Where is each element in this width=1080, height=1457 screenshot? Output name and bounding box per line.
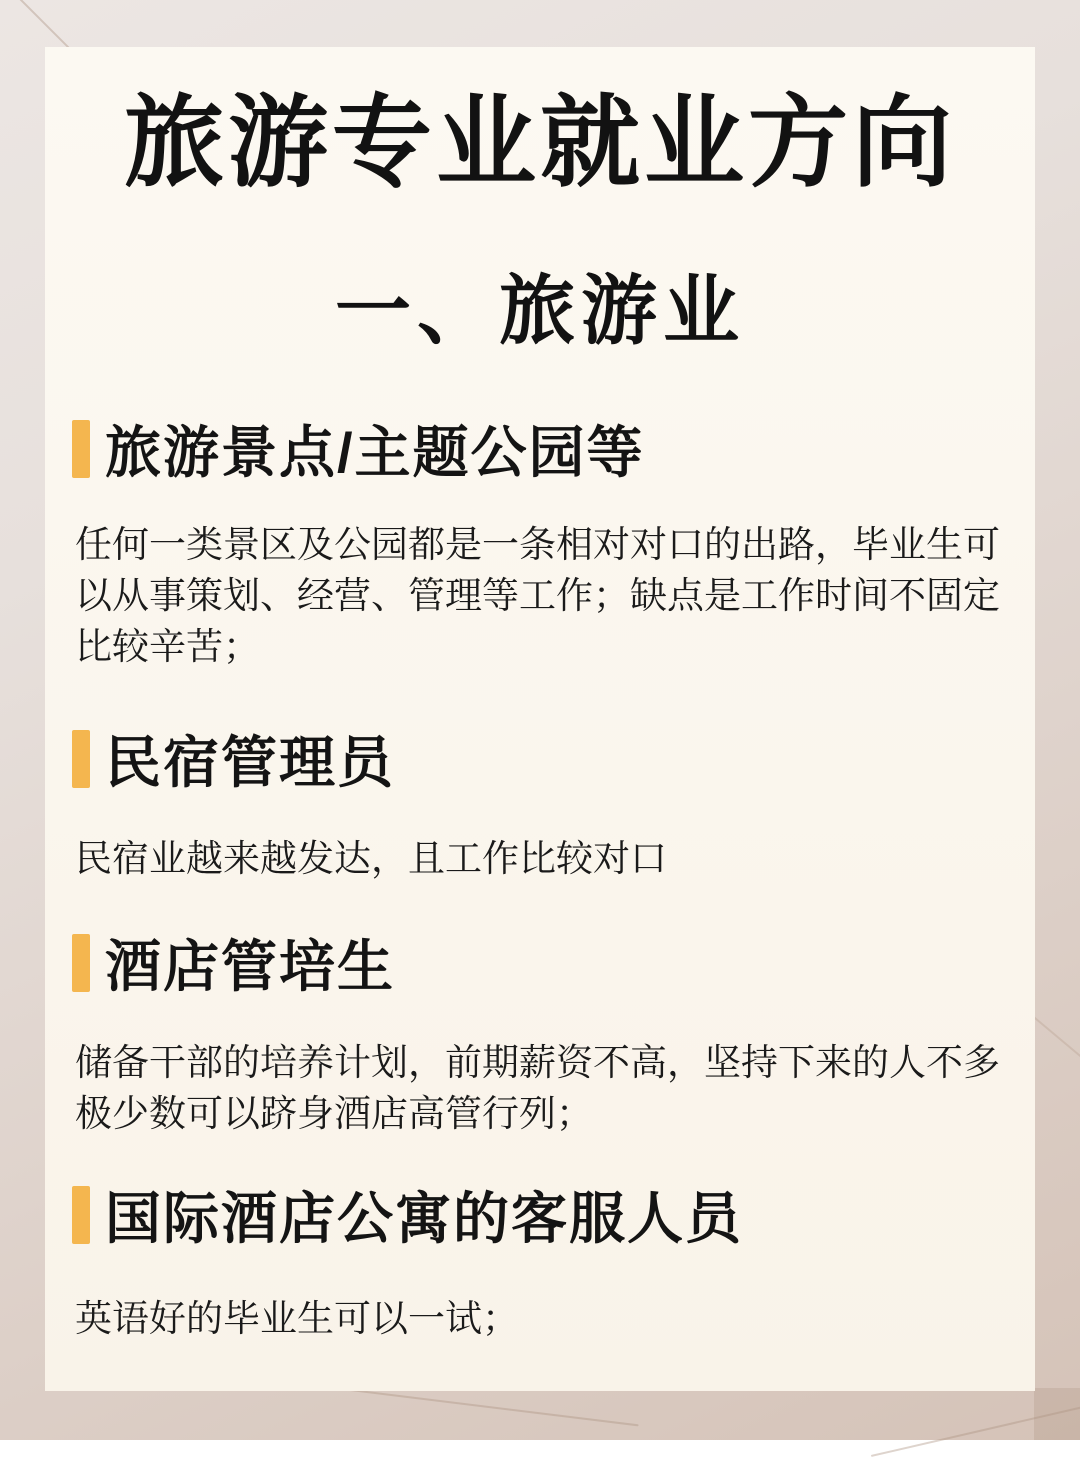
section-heading: 民宿管理员 (105, 731, 395, 794)
accent-bar (72, 420, 90, 478)
section-body: 储备干部的培养计划，前期薪资不高，坚持下来的人不多极少数可以跻身酒店高管行列； (75, 1042, 1000, 1134)
section-heading-row (72, 417, 1008, 484)
background-corner-patch (1034, 1388, 1080, 1440)
background-texture-line (1032, 1016, 1080, 1079)
accent-bar (72, 934, 90, 992)
section-heading: 旅游景点/主题公园等 (105, 421, 645, 484)
section-homestay-manager (45, 727, 1035, 884)
section-body: 英语好的毕业生可以一试； (75, 1298, 519, 1339)
accent-bar (72, 1186, 90, 1244)
section-intl-hotel-apartment-service (45, 1183, 1035, 1344)
section-heading-row (72, 931, 1008, 998)
section-heading: 国际酒店公寓的客服人员 (105, 1187, 743, 1250)
accent-bar (72, 730, 90, 788)
poster-card (45, 47, 1035, 1391)
poster-title: 旅游专业就业方向 (124, 83, 956, 201)
section-body: 民宿业越来越发达，且工作比较对口 (75, 838, 667, 879)
poster-subtitle: 一、旅游业 (335, 269, 745, 354)
section-hotel-trainee (45, 931, 1035, 1139)
section-heading-row (72, 1183, 1008, 1250)
section-body: 任何一类景区及公园都是一条相对对口的出路，毕业生可以从事策划、经营、管理等工作；缺点是工作时间不固定比较辛苦； (75, 524, 1000, 667)
section-tourist-attractions (45, 417, 1035, 672)
section-heading: 酒店管培生 (105, 935, 395, 998)
section-heading-row (72, 727, 1008, 794)
